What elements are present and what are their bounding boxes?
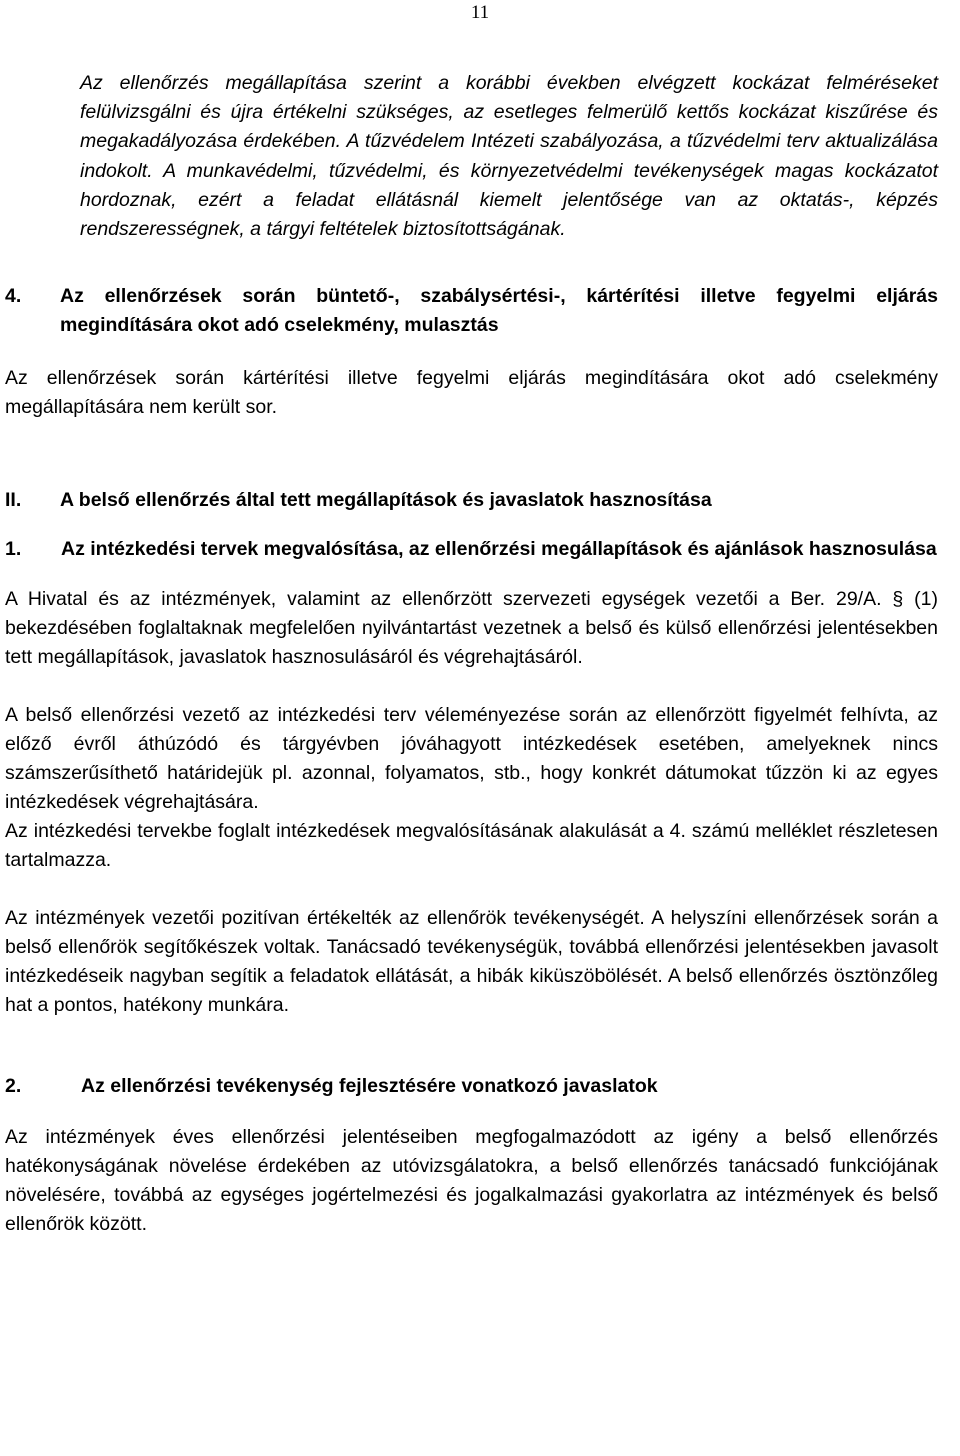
section-heading-1 (5, 535, 938, 564)
page-number: 11 (470, 2, 490, 23)
section-number: 2. (5, 1075, 22, 1098)
chapter-title: A belső ellenőrzés által tett megállapítások és javaslatok hasznosítása (60, 489, 712, 512)
section-number: 4. (5, 285, 22, 308)
section-title: Az ellenőrzési tevékenység fejlesztésére vonatkozó javaslatok (81, 1075, 658, 1098)
chapter-number: II. (5, 489, 22, 512)
section-title: Az ellenőrzések során büntető-, szabálysértési-, kártérítési illetve fegyelmi eljárás megindítására okot adó cselekmény, mulasztás (60, 285, 938, 337)
paragraph-action-plan-review: A belső ellenőrzési vezető az intézkedési terv véleményezése során az ellenőrzött figyelmét felhívta, az előző évről áthúzódó és tárgyévben jóváhagyott intézkedések esetében, amelyeknek nincs számszerűsíthető határidejük pl. azonnal, folyamatos, stb., hogy konkrét dátumokat tűzzön ki az egyes intézkedések végrehajtására. (5, 704, 938, 814)
document-body (5, 69, 938, 1239)
section-number: 1. (5, 538, 22, 561)
paragraph-no-proceedings: Az ellenőrzések során kártérítési illetve fegyelmi eljárás megindítására okot adó cselekmény megállapítására nem került sor. (5, 367, 938, 419)
section-title: Az intézkedési tervek megvalósítása, az ellenőrzési megállapítások és ajánlások hasznosulása (61, 538, 937, 561)
paragraph-records: A Hivatal és az intézmények, valamint az ellenőrzött szervezeti egységek vezetői a Ber. 29/A. § (1) bekezdésében foglaltaknak megfelelően nyilvántartást vezetnek a belső és külső ellenőrzési jelentésekben tett megállapítások, javaslatok hasznosulásáról és végrehajtásáról. (5, 588, 938, 669)
paragraph-development-proposals: Az intézmények éves ellenőrzési jelentéseiben megfogalmazódott az igény a belső ellenőrzés hatékonyságának növelése érdekében az utóvizsgálatokra, a belső ellenőrzés tanácsadó funkciójának növelésére, továbbá az egységes jogértelmezési és jogalkalmazási gyakorlatra az intézmények és belső ellenőrök között. (5, 1126, 938, 1236)
chapter-heading-II (5, 486, 938, 515)
section-heading-2 (5, 1072, 938, 1101)
section-heading-4 (5, 282, 938, 340)
paragraph-evaluation: Az intézmények vezetői pozitívan értékelték az ellenőrök tevékenységét. A helyszíni ellenőrzések során a belső ellenőrök segítőkészek voltak. Tanácsadó tevékenységük, továbbá ellenőrzési jelentésekben javasolt intézkedéseik nagyban segítik a feladatok ellátását, a hibák kiküszöbölését. A belső ellenőrzés ösztönzőleg hat a pontos, hatékony munkára. (5, 907, 938, 1017)
paragraph-annex-reference: Az intézkedési tervekbe foglalt intézkedések megvalósításának alakulását a 4. számú melléklet részletesen tartalmazza. (5, 820, 938, 872)
intro-paragraph: Az ellenőrzés megállapítása szerint a korábbi években elvégzett kockázat felméréseket felülvizsgálni és újra értékelni szükséges, az esetleges felmerülő kettős kockázat kiszűrése és megakadályozása érdekében. A tűzvédelem Intézeti szabályozása, a tűzvédelmi terv aktualizálása indokolt. A munkavédelmi, tűzvédelmi, és környezetvédelmi tevékenységek magas kockázatot hordoznak, ezért a feladat ellátásnál kiemelt jelentősége van az oktatás-, képzés rendszerességnek, a tárgyi feltételek biztosítottságának. (80, 72, 938, 241)
